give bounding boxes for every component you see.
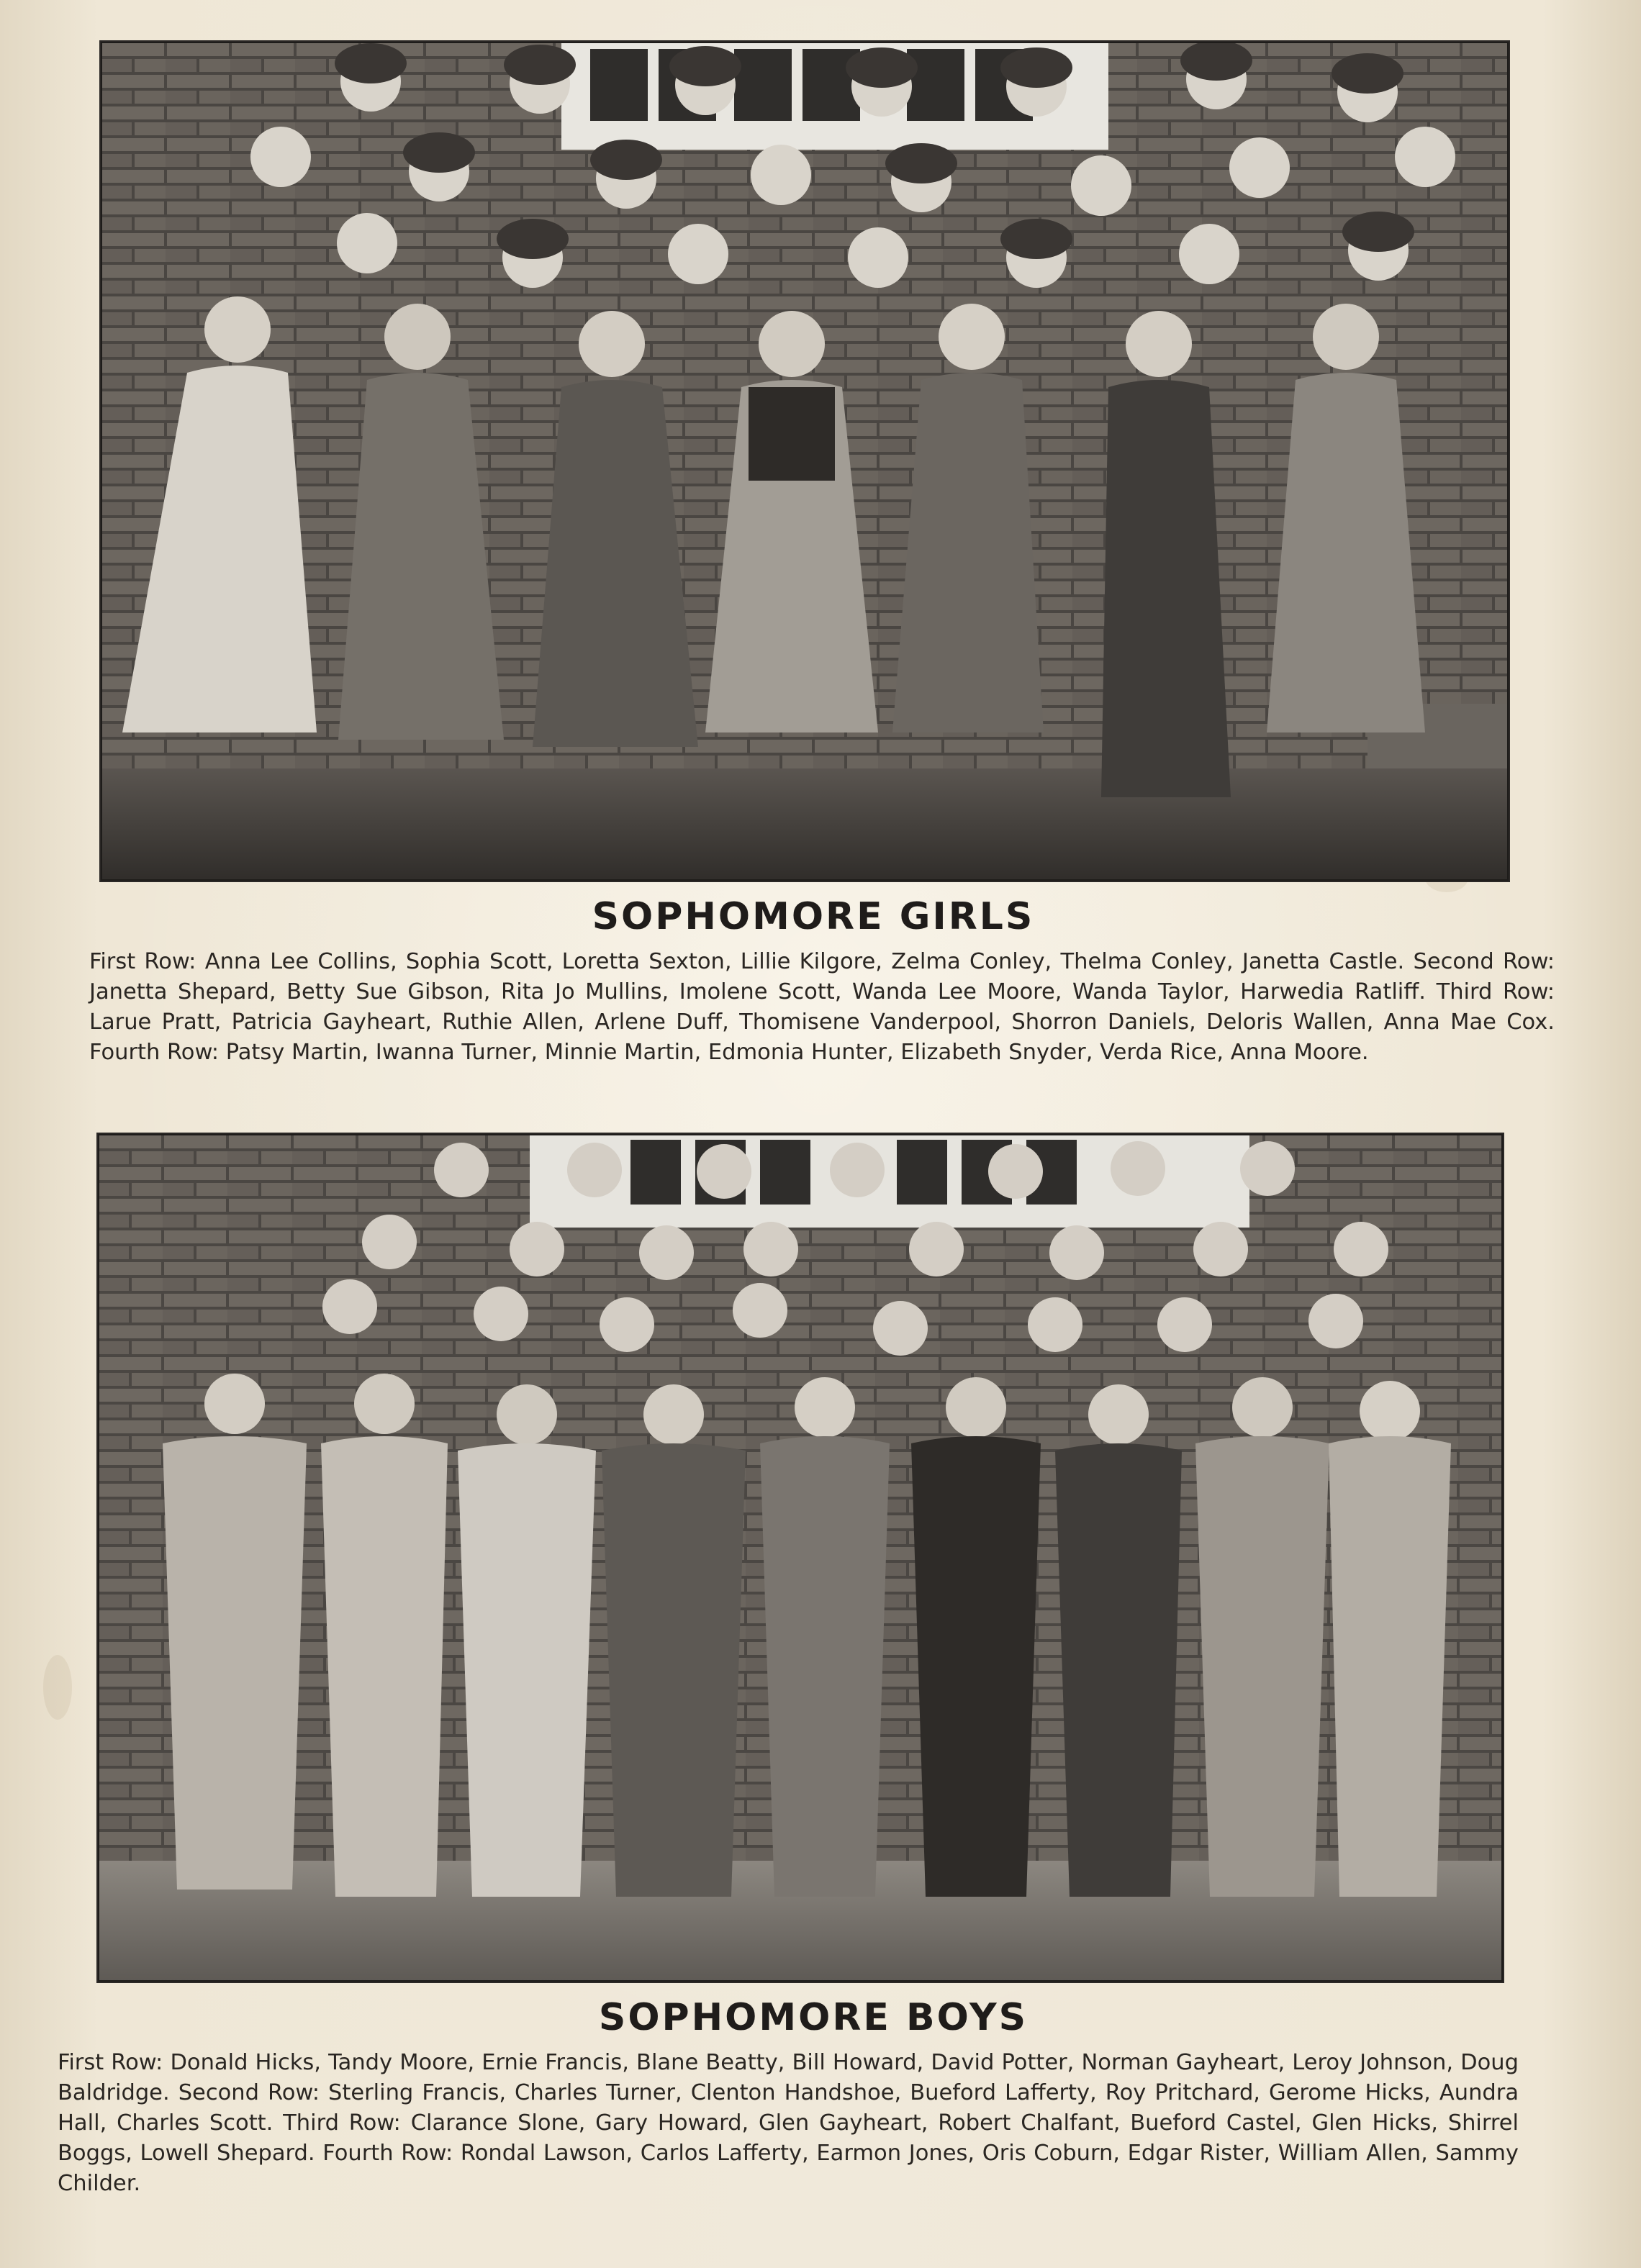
girls-row-3-label: Third Row:	[1436, 979, 1555, 1004]
girls-row-4-label: Fourth Row:	[89, 1040, 220, 1065]
boys-photo-image	[98, 1134, 1503, 1982]
girls-row-1-label: First Row:	[89, 949, 196, 974]
boys-row-4-names: Rondal Lawson, Carlos Lafferty, Earmon Jones, Oris Coburn, Edgar Rister, William Allen, Sammy Childer.	[58, 2141, 1519, 2196]
girls-row-2-names: Janetta Shepard, Betty Sue Gibson, Rita Jo Mullins, Imolene Scott, Wanda Lee Moore, Wanda Taylor, Harwedia Ratliff.	[89, 979, 1426, 1004]
girls-photo-image	[101, 42, 1509, 881]
boys-row-2-names: Sterling Francis, Charles Turner, Clenton Handshoe, Bueford Lafferty, Roy Pritchard, Gerome Hicks, Aundra Hall, Charles Scott.	[58, 2080, 1519, 2136]
boys-row-3-label: Third Row:	[283, 2110, 401, 2136]
girls-row-4-names: Patsy Martin, Iwanna Turner, Minnie Martin, Edmonia Hunter, Elizabeth Snyder, Verda Rice, Anna Moore.	[225, 1040, 1369, 1065]
girls-row-2-label: Second Row:	[1413, 949, 1555, 974]
boys-row-1-label: First Row:	[58, 2050, 163, 2075]
girls-caption	[89, 947, 1555, 1068]
boys-row-2-label: Second Row:	[178, 2080, 320, 2105]
girls-row-1-names: Anna Lee Collins, Sophia Scott, Loretta Sexton, Lillie Kilgore, Zelma Conley, Thelma Conley, Janetta Castle.	[204, 949, 1405, 974]
boys-row-1-names: Donald Hicks, Tandy Moore, Ernie Francis, Blane Beatty, Bill Howard, David Potter, Norman Gayheart, Leroy Johnson, Doug Baldridge.	[58, 2050, 1519, 2105]
boys-caption	[58, 2048, 1519, 2199]
sophomore-boys-photo	[98, 1134, 1503, 1982]
boys-row-3-names: Clarance Slone, Gary Howard, Glen Gayheart, Robert Chalfant, Bueford Castel, Glen Hicks, Shirrel Boggs, Lowell Shepard.	[58, 2110, 1519, 2166]
boys-row-4-label: Fourth Row:	[322, 2141, 453, 2166]
paper-stain	[43, 1655, 72, 1720]
sophomore-girls-photo	[101, 42, 1509, 881]
boys-section-title: SOPHOMORE BOYS	[598, 1996, 1029, 2039]
girls-section-title: SOPHOMORE GIRLS	[592, 895, 1035, 938]
girls-row-3-names: Larue Pratt, Patricia Gayheart, Ruthie Allen, Arlene Duff, Thomisene Vanderpool, Shorron Daniels, Deloris Wallen, Anna Mae Cox.	[89, 1010, 1555, 1035]
